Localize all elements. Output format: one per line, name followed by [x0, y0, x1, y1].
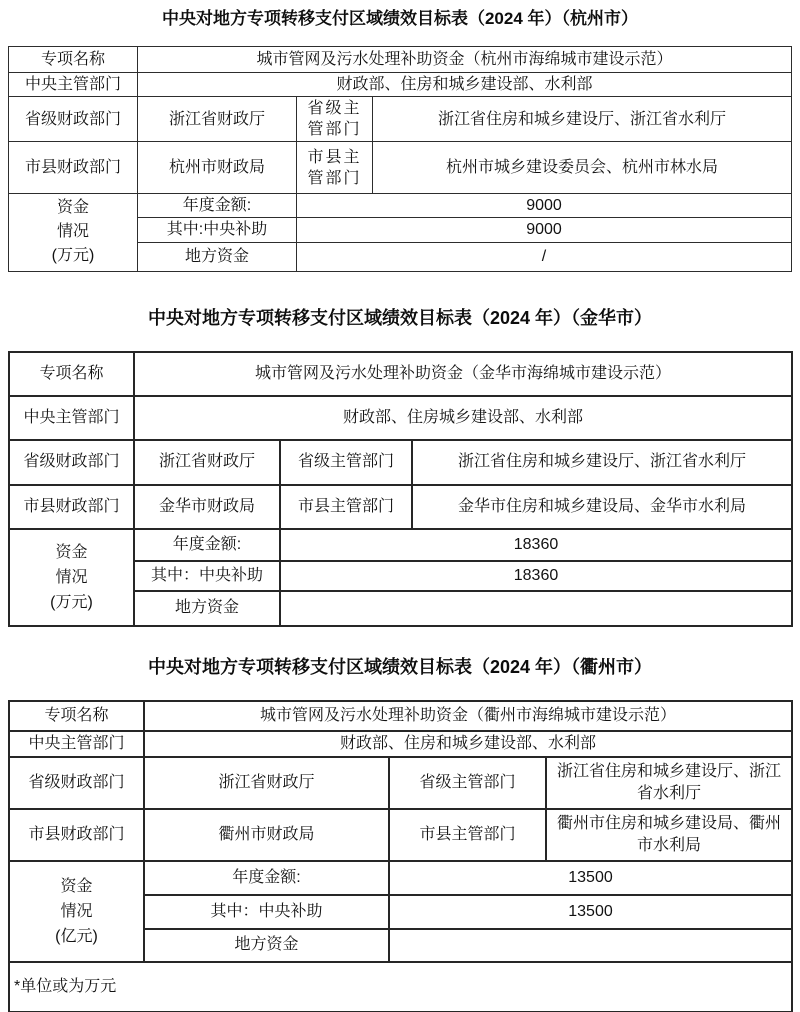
- footnote-row: [9, 962, 792, 1012]
- performance-table-hangzhou: [8, 46, 792, 272]
- annual-amount-value: 18360: [280, 529, 792, 561]
- table-row: [9, 194, 792, 218]
- local-funds-label: 地方资金: [138, 242, 297, 271]
- central-subsidy-label: 其中：中央补助: [134, 561, 280, 591]
- city-finance-label: 市县财政部门: [9, 485, 134, 529]
- table-row: [9, 809, 792, 861]
- local-funds-label: 地方资金: [144, 929, 389, 962]
- local-funds-label: 地方资金: [134, 591, 280, 626]
- project-name-label: 专项名称: [9, 701, 144, 731]
- performance-table-quzhou: [8, 700, 793, 1012]
- city-admin-value: 金华市住房和城乡建设局、金华市水利局: [412, 485, 792, 529]
- funding-label-unit: (万元): [50, 593, 93, 611]
- annual-amount-label: 年度金额:: [144, 861, 389, 895]
- provincial-finance-label: 省级财政部门: [9, 440, 134, 485]
- table-title-jinhua: 中央对地方专项转移支付区域绩效目标表（2024 年）（金华市）: [147, 307, 653, 328]
- table-row: [9, 731, 792, 757]
- table-row: [9, 701, 792, 731]
- provincial-admin-label: 省级主管部门: [389, 757, 546, 809]
- city-finance-label: 市县财政部门: [9, 809, 144, 861]
- table-row: [9, 757, 792, 809]
- central-subsidy-label: 其中：中央补助: [144, 895, 389, 929]
- provincial-finance-value: 浙江省财政厅: [134, 440, 280, 485]
- project-name-label: 专项名称: [9, 47, 138, 73]
- table-row: [9, 485, 792, 529]
- local-funds-value: /: [297, 242, 792, 271]
- provincial-finance-value: 浙江省财政厅: [138, 97, 297, 142]
- local-funds-value: [389, 929, 792, 962]
- central-subsidy-label: 其中:中央补助: [138, 218, 297, 242]
- central-dept-value: 财政部、住房和城乡建设部、水利部: [138, 73, 792, 97]
- funding-label-line2: 情况: [56, 223, 89, 241]
- project-name-label: 专项名称: [9, 352, 134, 396]
- provincial-admin-value: 浙江省住房和城乡建设厅、浙江省水利厅: [412, 440, 792, 485]
- table-row: [9, 529, 792, 561]
- table-row: [9, 73, 792, 97]
- funding-label-line2: 情况: [55, 568, 88, 586]
- provincial-admin-value: 浙江省住房和城乡建设厅、浙江省水利厅: [546, 757, 792, 809]
- central-dept-label: 中央主管部门: [9, 731, 144, 757]
- funding-label-unit: (亿元): [55, 927, 98, 945]
- funding-section-label: [9, 529, 134, 626]
- city-admin-label: 市县主管部门: [297, 142, 373, 194]
- city-admin-value: 杭州市城乡建设委员会、杭州市林水局: [373, 142, 792, 194]
- central-dept-value: 财政部、住房和城乡建设部、水利部: [144, 731, 792, 757]
- funding-label-line2: 情况: [60, 902, 93, 920]
- central-dept-value: 财政部、住房城乡建设部、水利部: [134, 396, 792, 440]
- table-row: [9, 396, 792, 440]
- funding-label-line1: 资金: [60, 877, 93, 895]
- annual-amount-value: 9000: [297, 194, 792, 218]
- table-title-quzhou: 中央对地方专项转移支付区域绩效目标表（2024 年）（衢州市）: [147, 656, 653, 677]
- project-name-value: 城市管网及污水处理补助资金（衢州市海绵城市建设示范）: [144, 701, 792, 731]
- provincial-finance-label: 省级财政部门: [9, 97, 138, 142]
- annual-amount-label: 年度金额:: [138, 194, 297, 218]
- central-dept-label: 中央主管部门: [9, 73, 138, 97]
- funding-section-label: [9, 194, 138, 271]
- table-row: [9, 47, 792, 73]
- city-finance-value: 衢州市财政局: [144, 809, 389, 861]
- performance-table-jinhua: [8, 351, 793, 627]
- provincial-admin-label: 省级主管部门: [297, 97, 373, 142]
- funding-label-unit: (万元): [51, 247, 95, 265]
- funding-label-line1: 资金: [55, 543, 88, 561]
- footnote-text: *单位或为万元: [9, 962, 792, 1012]
- provincial-admin-value: 浙江省住房和城乡建设厅、浙江省水利厅: [373, 97, 792, 142]
- table-row: [9, 861, 792, 895]
- provincial-finance-label: 省级财政部门: [9, 757, 144, 809]
- table-row: [9, 440, 792, 485]
- provincial-finance-value: 浙江省财政厅: [144, 757, 389, 809]
- annual-amount-value: 13500: [389, 861, 792, 895]
- annual-amount-label: 年度金额:: [134, 529, 280, 561]
- city-finance-value: 金华市财政局: [134, 485, 280, 529]
- city-admin-value: 衢州市住房和城乡建设局、衢州市水利局: [546, 809, 792, 861]
- city-finance-label: 市县财政部门: [9, 142, 138, 194]
- local-funds-value: [280, 591, 792, 626]
- central-dept-label: 中央主管部门: [9, 396, 134, 440]
- table-title-hangzhou: 中央对地方专项转移支付区域绩效目标表（2024 年）（杭州市）: [161, 9, 639, 28]
- table-row: [9, 142, 792, 194]
- provincial-admin-label: 省级主管部门: [280, 440, 412, 485]
- city-admin-label: 市县主管部门: [389, 809, 546, 861]
- city-finance-value: 杭州市财政局: [138, 142, 297, 194]
- funding-section-label: [9, 861, 144, 962]
- central-subsidy-value: 13500: [389, 895, 792, 929]
- central-subsidy-value: 9000: [297, 218, 792, 242]
- project-name-value: 城市管网及污水处理补助资金（杭州市海绵城市建设示范）: [138, 47, 792, 73]
- city-admin-label: 市县主管部门: [280, 485, 412, 529]
- table-row: [9, 97, 792, 142]
- project-name-value: 城市管网及污水处理补助资金（金华市海绵城市建设示范）: [134, 352, 792, 396]
- table-row: [9, 352, 792, 396]
- central-subsidy-value: 18360: [280, 561, 792, 591]
- funding-label-line1: 资金: [56, 199, 89, 217]
